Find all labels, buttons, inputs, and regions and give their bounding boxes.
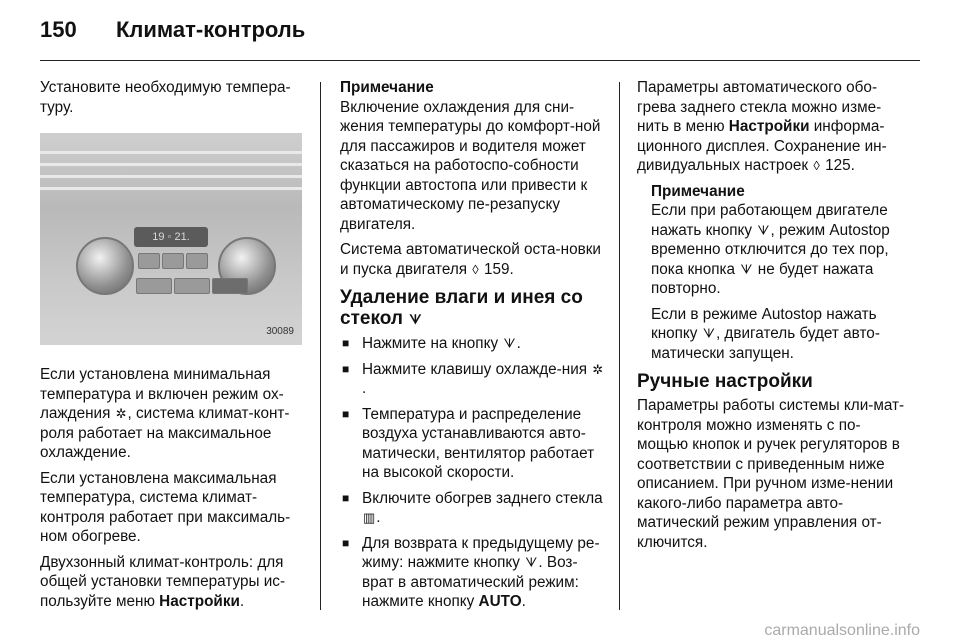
note-text: Если при работающем двигателе нажать кнопку ᗐ, режим Autostop временно отключится до тех пор, пока кнопка ᗐ не будет нажата повторно. (651, 202, 890, 297)
windscreen-defrost-icon: ᗐ (503, 336, 516, 351)
watermark: carmanualsonline.info (764, 622, 920, 639)
left-temp-knob (76, 237, 134, 295)
section-heading-manual: Ручные настройки (637, 371, 813, 392)
auto-label: AUTO (478, 593, 522, 610)
image-id-label: 30089 (266, 325, 294, 337)
page-header (40, 17, 305, 43)
list-item: ■ Нажмите клавишу охлажде-ния ✲. (340, 360, 606, 399)
column-divider-2 (619, 82, 620, 610)
chapter-title: Климат-контроль (116, 17, 306, 42)
header-rule (40, 60, 920, 61)
paragraph-manual-settings: Параметры работы системы кли-мат-контроля можно изменять с по-мощью кнопок и ручек регуляторов в соответствии с приведенным ниже описанием. При ручном изме-нении какого-либо параметра авто-матический режим управления от-ключится. (637, 397, 905, 551)
page-number: 150 (40, 17, 77, 42)
snowflake-icon: ✲ (592, 361, 604, 377)
intro-text: Установите необходимую темпера-туру. (40, 79, 291, 116)
panel-display: 19 ◦ 21. (134, 227, 208, 247)
section-heading-defrost: Удаление влаги и инея со стекол ᗐ (340, 287, 583, 329)
paragraph-min-temp: Если установлена минимальная температура и включен режим ох-лаждения ✲, система климат-конт-роля работает на максимальное охлаждение. (40, 366, 290, 461)
rear-window-heat-icon: ▥ (363, 510, 376, 525)
note-text: Включение охлаждения для сни-жения температуры до комфорт-ной для пассажиров и водителя может сказаться на работоспо-собности функции автостопа или привести к автоматическому пе-резапуску двигателя. (340, 98, 601, 233)
column-1 (40, 78, 308, 617)
note-title: Примечание (651, 182, 745, 200)
column-3 (637, 78, 907, 558)
settings-menu-label: Настройки (728, 118, 810, 135)
note-block (637, 182, 907, 364)
list-item: ■ Нажмите на кнопку ᗐ. (340, 334, 606, 354)
list-item: ■ Температура и распределение воздуха устанавливаются авто-матически, вентилятор работает на высокой скорости. (340, 405, 606, 483)
paragraph-max-temp: Если установлена максимальная температура, система климат-контроля работает при максималь-ном обогреве. (40, 469, 291, 545)
note-autostop-ref: Система автоматической оста-новки и пуска двигателя ◊ 159. (340, 241, 601, 278)
snowflake-icon: ✲ (115, 406, 127, 421)
panel-button (174, 278, 210, 294)
windscreen-defrost-icon: ᗐ (757, 222, 770, 238)
list-item: ■ Включите обогрев заднего стекла ▥. (340, 489, 606, 528)
auto-button (212, 278, 248, 294)
paragraph-rear-window-settings: Параметры автоматического обо-грева заднего стекла можно изме-нить в меню Настройки информа-ционного дисплея. Сохранение ин-дивидуальных настроек ◊ 125. (637, 79, 887, 174)
settings-menu-label: Настройки (159, 592, 240, 610)
panel-button (186, 253, 208, 269)
list-item: ■ Для возврата к предыдущему ре-жиму: нажмите кнопку ᗐ. Воз-врат в автоматический режим: нажмите кнопку AUTO. (340, 534, 606, 612)
paragraph-dual-zone: Двухзонный климат-контроль: для общей установки температуры ис-пользуйте меню Настройки. (40, 553, 286, 610)
panel-button (138, 253, 160, 269)
note-title: Примечание (340, 79, 434, 96)
note-text: Если в режиме Autostop нажать кнопку ᗐ, двигатель будет авто-матически запущен. (651, 305, 880, 362)
vent-slat (40, 175, 302, 178)
panel-button (162, 253, 184, 269)
defrost-steps (340, 334, 606, 612)
page-ref-icon: ◊ (472, 261, 479, 277)
column-divider-1 (320, 82, 321, 610)
vent-slat (40, 151, 302, 154)
panel-button (136, 278, 172, 294)
windscreen-defrost-icon: ᗐ (409, 312, 422, 327)
column-2 (340, 78, 606, 618)
windscreen-defrost-icon: ᗐ (702, 326, 715, 341)
climate-panel-photo (40, 133, 302, 345)
vent-slat (40, 163, 302, 166)
windscreen-defrost-icon: ᗐ (740, 261, 753, 277)
vent-slat (40, 187, 302, 190)
windscreen-defrost-icon: ᗐ (525, 555, 538, 570)
page-ref-icon: ◊ (813, 158, 820, 173)
